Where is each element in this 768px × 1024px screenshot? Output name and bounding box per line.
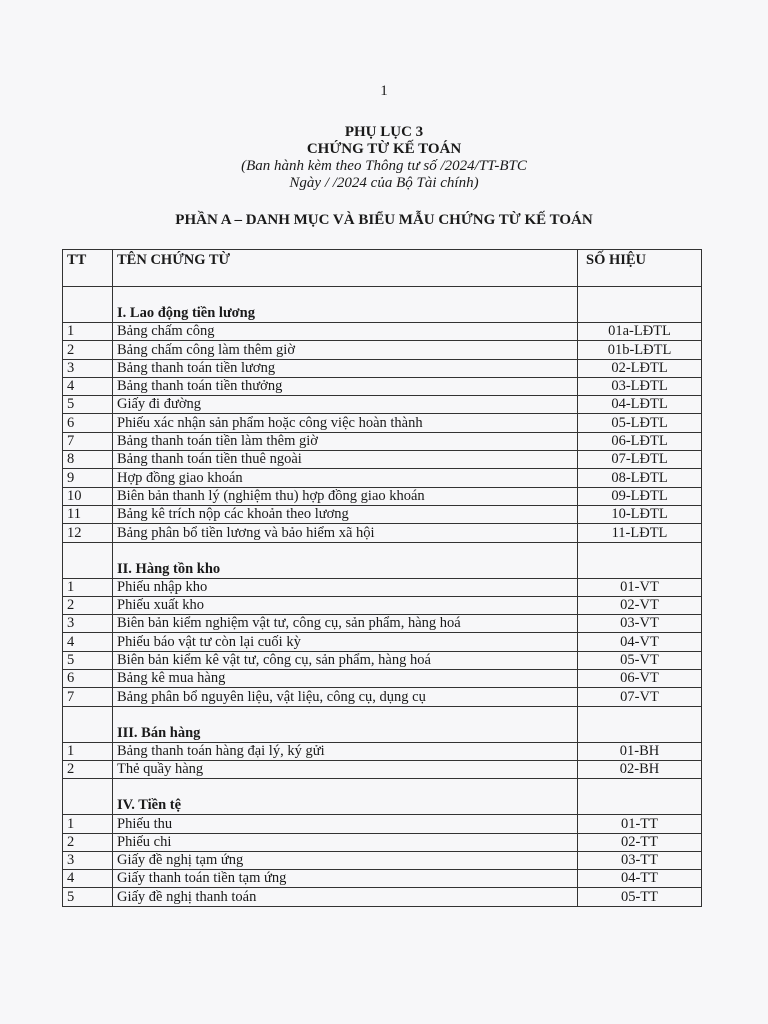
table-row [63, 505, 702, 523]
row-code: 03-LĐTL [578, 377, 702, 395]
documents-table [62, 249, 702, 907]
row-tt: 3 [63, 615, 113, 633]
group-title: III. Bán hàng [113, 706, 578, 742]
row-name: Bảng thanh toán tiền lương [113, 359, 578, 377]
row-code: 03-VT [578, 615, 702, 633]
table-row [63, 469, 702, 487]
row-tt: 1 [63, 815, 113, 833]
table-row [63, 670, 702, 688]
row-tt: 7 [63, 432, 113, 450]
table-row [63, 760, 702, 778]
group-code-cell [578, 779, 702, 815]
row-name: Bảng thanh toán tiền làm thêm giờ [113, 432, 578, 450]
group-row [63, 706, 702, 742]
row-name: Biên bản thanh lý (nghiệm thu) hợp đồng giao khoán [113, 487, 578, 505]
row-tt: 11 [63, 505, 113, 523]
table-row [63, 815, 702, 833]
row-name: Bảng thanh toán tiền thưởng [113, 377, 578, 395]
group-title: II. Hàng tồn kho [113, 542, 578, 578]
table-row [63, 451, 702, 469]
group-tt-cell [63, 779, 113, 815]
appendix-title: PHỤ LỤC 3 [344, 124, 424, 140]
row-code: 02-TT [578, 833, 702, 851]
row-name: Bảng thanh toán tiền thuê ngoài [113, 451, 578, 469]
table-row [63, 323, 702, 341]
row-code: 01b-LĐTL [578, 341, 702, 359]
row-tt: 6 [63, 414, 113, 432]
row-code: 05-VT [578, 651, 702, 669]
table-body [63, 287, 702, 907]
row-tt: 3 [63, 851, 113, 869]
row-name: Biên bản kiểm nghiệm vật tư, công cụ, sản phẩm, hàng hoá [113, 615, 578, 633]
row-name: Phiếu nhập kho [113, 578, 578, 596]
row-code: 04-VT [578, 633, 702, 651]
row-tt: 1 [63, 323, 113, 341]
row-name: Phiếu chi [113, 833, 578, 851]
row-code: 07-LĐTL [578, 451, 702, 469]
group-title: IV. Tiền tệ [113, 779, 578, 815]
doc-subtitle: CHỨNG TỪ KẾ TOÁN [306, 141, 462, 157]
row-name: Bảng phân bổ tiền lương và bảo hiểm xã hội [113, 524, 578, 542]
row-tt: 1 [63, 742, 113, 760]
row-tt: 9 [63, 469, 113, 487]
row-tt: 6 [63, 670, 113, 688]
row-code: 02-BH [578, 760, 702, 778]
page-number: 1 [380, 83, 388, 99]
table-row [63, 851, 702, 869]
table-row [63, 633, 702, 651]
table-row [63, 524, 702, 542]
row-name: Bảng chấm công [113, 323, 578, 341]
row-name: Giấy thanh toán tiền tạm ứng [113, 870, 578, 888]
row-tt: 5 [63, 651, 113, 669]
row-tt: 4 [63, 377, 113, 395]
group-tt-cell [63, 706, 113, 742]
table-header-row [63, 250, 702, 287]
row-tt: 2 [63, 341, 113, 359]
row-code: 01-VT [578, 578, 702, 596]
row-name: Bảng phân bổ nguyên liệu, vật liệu, công cụ, dụng cụ [113, 688, 578, 706]
row-code: 08-LĐTL [578, 469, 702, 487]
table-row [63, 396, 702, 414]
section-heading: PHẦN A – DANH MỤC VÀ BIỂU MẪU CHỨNG TỪ KẾ TOÁN [175, 212, 593, 228]
row-name: Bảng thanh toán hàng đại lý, ký gửi [113, 742, 578, 760]
row-code: 02-VT [578, 596, 702, 614]
row-code: 04-TT [578, 870, 702, 888]
row-tt: 3 [63, 359, 113, 377]
row-name: Biên bản kiểm kê vật tư, công cụ, sản phẩm, hàng hoá [113, 651, 578, 669]
row-tt: 8 [63, 451, 113, 469]
row-name: Giấy đi đường [113, 396, 578, 414]
table-row [63, 596, 702, 614]
row-name: Phiếu xác nhận sản phẩm hoặc công việc hoàn thành [113, 414, 578, 432]
column-header-tt: TT [63, 250, 113, 287]
row-tt: 2 [63, 760, 113, 778]
row-tt: 2 [63, 833, 113, 851]
table-row [63, 651, 702, 669]
row-tt: 1 [63, 578, 113, 596]
row-tt: 5 [63, 888, 113, 906]
group-title: I. Lao động tiền lương [113, 287, 578, 323]
row-code: 06-VT [578, 670, 702, 688]
row-name: Giấy đề nghị thanh toán [113, 888, 578, 906]
table-row [63, 377, 702, 395]
row-code: 02-LĐTL [578, 359, 702, 377]
row-name: Bảng chấm công làm thêm giờ [113, 341, 578, 359]
title-block [0, 124, 768, 192]
table-row [63, 341, 702, 359]
table-row [63, 870, 702, 888]
table-row [63, 833, 702, 851]
row-name: Phiếu báo vật tư còn lại cuối kỳ [113, 633, 578, 651]
group-tt-cell [63, 287, 113, 323]
group-code-cell [578, 287, 702, 323]
row-name: Bảng kê mua hàng [113, 670, 578, 688]
row-tt: 4 [63, 633, 113, 651]
column-header-code: SỐ HIỆU [578, 250, 702, 287]
table-row [63, 742, 702, 760]
row-tt: 4 [63, 870, 113, 888]
row-code: 09-LĐTL [578, 487, 702, 505]
table-row [63, 432, 702, 450]
column-header-name: TÊN CHỨNG TỪ [113, 250, 578, 287]
row-code: 05-TT [578, 888, 702, 906]
row-tt: 12 [63, 524, 113, 542]
date-note: Ngày / /2024 của Bộ Tài chính) [289, 175, 479, 191]
row-name: Phiếu thu [113, 815, 578, 833]
table-row [63, 359, 702, 377]
row-code: 06-LĐTL [578, 432, 702, 450]
row-code: 04-LĐTL [578, 396, 702, 414]
row-name: Thẻ quầy hàng [113, 760, 578, 778]
table-row [63, 414, 702, 432]
row-code: 10-LĐTL [578, 505, 702, 523]
row-tt: 7 [63, 688, 113, 706]
table-row [63, 688, 702, 706]
row-name: Hợp đồng giao khoán [113, 469, 578, 487]
row-code: 01a-LĐTL [578, 323, 702, 341]
row-code: 05-LĐTL [578, 414, 702, 432]
row-code: 11-LĐTL [578, 524, 702, 542]
table-row [63, 487, 702, 505]
issued-note: (Ban hành kèm theo Thông tư số /2024/TT-BTC [241, 158, 527, 174]
row-name: Bảng kê trích nộp các khoản theo lương [113, 505, 578, 523]
row-name: Giấy đề nghị tạm ứng [113, 851, 578, 869]
row-code: 07-VT [578, 688, 702, 706]
row-tt: 2 [63, 596, 113, 614]
group-row [63, 779, 702, 815]
row-code: 01-BH [578, 742, 702, 760]
table-row [63, 615, 702, 633]
table-row [63, 578, 702, 596]
group-code-cell [578, 706, 702, 742]
table-row [63, 888, 702, 906]
group-row [63, 542, 702, 578]
row-tt: 5 [63, 396, 113, 414]
row-code: 01-TT [578, 815, 702, 833]
group-code-cell [578, 542, 702, 578]
group-tt-cell [63, 542, 113, 578]
row-code: 03-TT [578, 851, 702, 869]
row-tt: 10 [63, 487, 113, 505]
row-name: Phiếu xuất kho [113, 596, 578, 614]
group-row [63, 287, 702, 323]
